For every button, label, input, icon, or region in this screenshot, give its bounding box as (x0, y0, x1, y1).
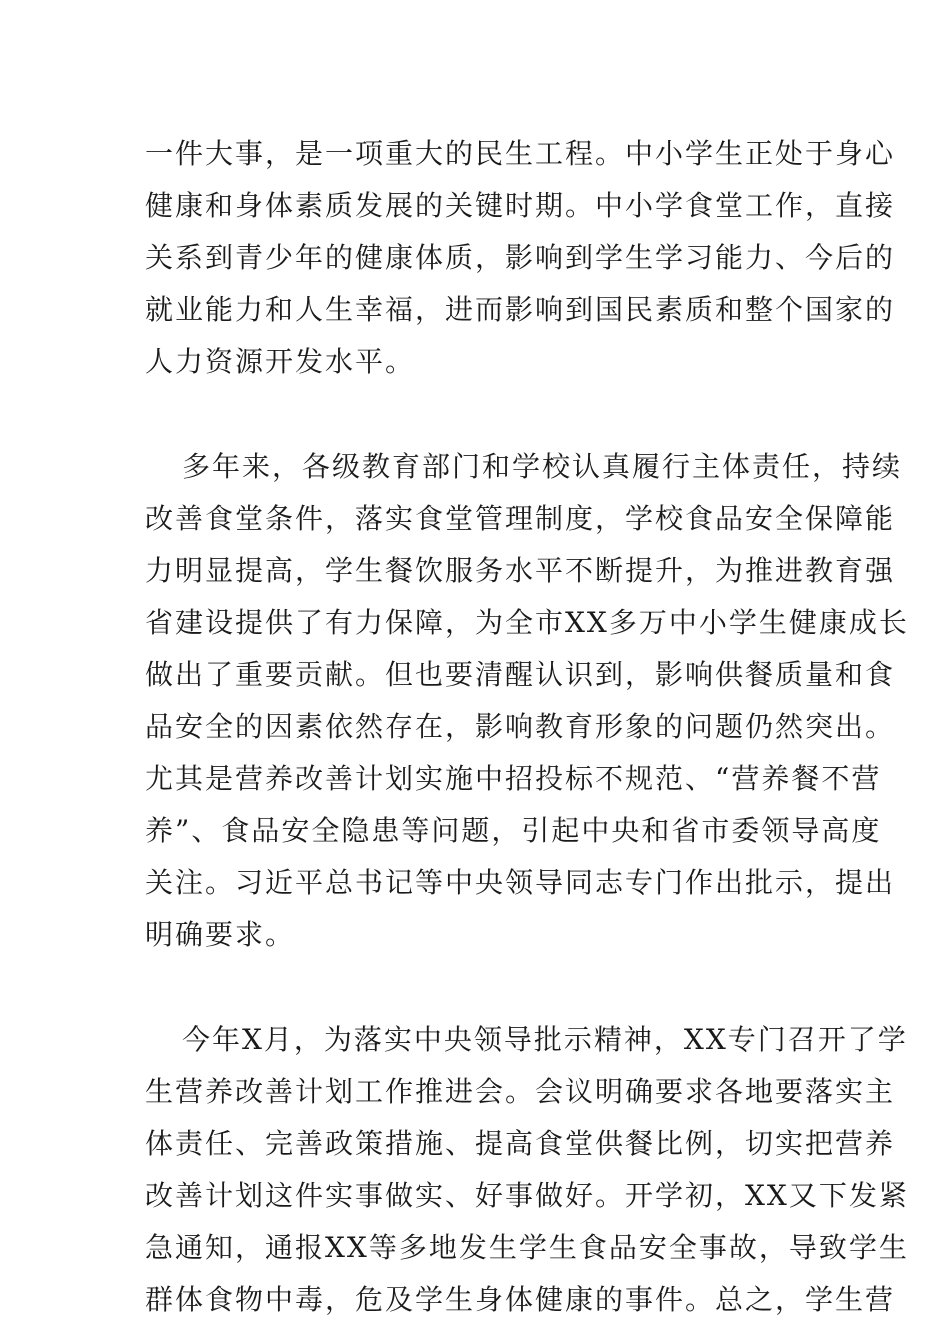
paragraph-spacer (145, 388, 805, 441)
text-line: 养”、食品安全隐患等问题，引起中央和省市委领导高度 (145, 814, 882, 847)
text-line: 多年来，各级教育部门和学校认真履行主体责任，持续 (182, 450, 903, 483)
text-line: 明确要求。 (145, 918, 296, 951)
text-line: 省建设提供了有力保障，为全市XX多万中小学生健康成长 (145, 606, 909, 639)
text-line: 做出了重要贡献。但也要清醒认识到，影响供餐质量和食 (145, 658, 896, 691)
text-line: 改善食堂条件，落实食堂管理制度，学校食品安全保障能 (145, 502, 896, 535)
paragraph-spacer (145, 961, 805, 1014)
text-line: 健康和身体素质发展的关键时期。中小学食堂工作，直接 (145, 189, 896, 222)
text-line: 力明显提高，学生餐饮服务水平不断提升，为推进教育强 (145, 554, 896, 587)
text-line: 品安全的因素依然存在，影响教育形象的问题仍然突出。 (145, 710, 896, 743)
paragraph-1 (145, 128, 896, 388)
text-line: 体责任、完善政策措施、提高食堂供餐比例，切实把营养 (145, 1127, 896, 1160)
text-line: 一件大事，是一项重大的民生工程。中小学生正处于身心 (145, 137, 896, 170)
text-line: 生营养改善计划工作推进会。会议明确要求各地要落实主 (145, 1075, 896, 1108)
text-line: 人力资源开发水平。 (145, 345, 416, 378)
text-line: 急通知，通报XX等多地发生学生食品安全事故，导致学生 (145, 1231, 909, 1264)
text-line: 群体食物中毒，危及学生身体健康的事件。总之，学生营 (145, 1283, 896, 1316)
text-line: 改善计划这件实事做实、好事做好。开学初，XX又下发紧 (145, 1179, 909, 1212)
text-line: 就业能力和人生幸福，进而影响到国民素质和整个国家的 (145, 293, 896, 326)
paragraph-3 (145, 1014, 909, 1326)
text-line: 关系到青少年的健康体质，影响到学生学习能力、今后的 (145, 241, 896, 274)
document-page (145, 128, 909, 1326)
text-line: 今年X月，为落实中央领导批示精神，XX专门召开了学 (182, 1023, 908, 1056)
text-line: 尤其是营养改善计划实施中招投标不规范、“营养餐不营 (145, 762, 882, 795)
paragraph-2 (145, 441, 909, 961)
text-line: 关注。习近平总书记等中央领导同志专门作出批示，提出 (145, 866, 896, 899)
